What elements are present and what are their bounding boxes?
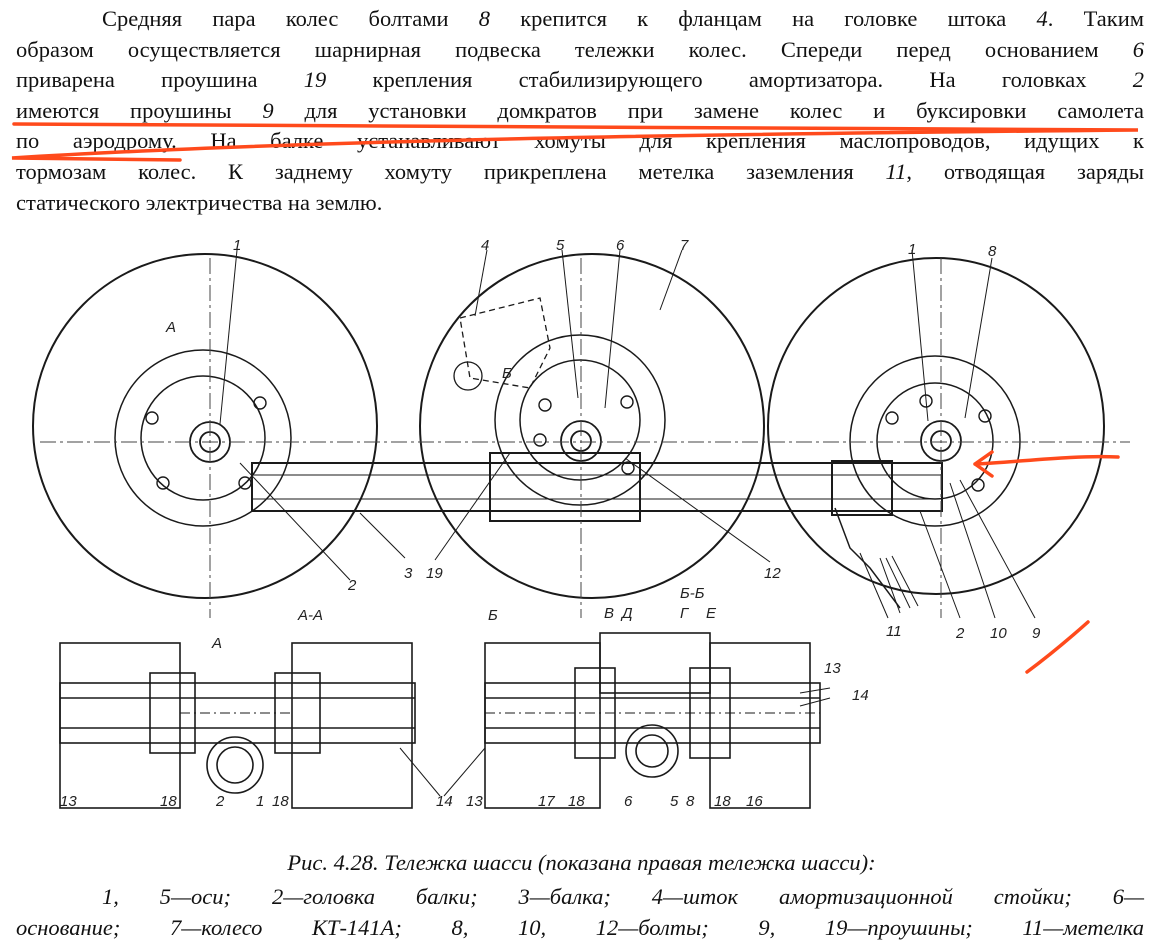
label-1-left: 1 — [233, 237, 242, 254]
label-18-mid: 18 — [568, 793, 585, 810]
section-arrow-a-top: А — [166, 319, 177, 336]
label-13-left: 13 — [60, 793, 77, 810]
wheel-middle — [420, 254, 764, 598]
section-arrow-b-top: Б — [502, 365, 512, 382]
caption-line-2: основание; 7—колесо КТ-141А; 8, 10, 12—болты; 9, 19—проушины; 11—метелка — [16, 914, 1144, 940]
label-1-bottom: 1 — [256, 793, 265, 810]
figure-caption-body — [16, 882, 1144, 943]
label-3: 3 — [404, 565, 413, 582]
paragraph-line-5: по аэродрому. На балке устанавливают хомуты для крепления маслопроводов, идущих к — [16, 128, 1144, 154]
chassis-bogie-figure — [30, 228, 1140, 826]
section-arrow-a: А — [212, 635, 223, 652]
label-13-right: 13 — [824, 660, 841, 677]
label-2-bottom: 2 — [216, 793, 225, 810]
label-2-left: 2 — [348, 577, 357, 594]
label-8-bottom: 8 — [686, 793, 695, 810]
section-label-g: Г — [680, 605, 689, 622]
label-14-right: 14 — [852, 687, 869, 704]
label-4: 4 — [481, 237, 490, 254]
label-11: 11 — [886, 623, 902, 640]
paragraph-line-6: тормозам колес. К заднему хомуту прикреплена метелка заземления 11, отводящая заряды — [16, 158, 1144, 184]
label-14-left: 14 — [436, 793, 453, 810]
label-9: 9 — [1032, 625, 1041, 642]
label-6: 6 — [616, 237, 625, 254]
label-8: 8 — [988, 243, 997, 260]
section-label-e: Е — [706, 605, 717, 622]
figure-caption-title: Рис. 4.28. Тележка шасси (показана правая тележка шасси): — [287, 850, 876, 875]
paragraph-line-3: приварена проушина 19 крепления стабилизирующего амортизатора. На головках 2 — [16, 67, 1144, 93]
section-label-d: Д — [622, 605, 633, 622]
paragraph-line-7: статического электричества на землю. — [16, 189, 383, 215]
label-18-left-2: 18 — [272, 793, 289, 810]
label-19: 19 — [426, 565, 443, 582]
label-13-mid: 13 — [466, 793, 483, 810]
label-2-right: 2 — [956, 625, 965, 642]
body-paragraph — [16, 4, 1144, 218]
label-17: 17 — [538, 793, 555, 810]
label-5-bottom: 5 — [670, 793, 679, 810]
label-5: 5 — [556, 237, 565, 254]
paragraph-line-2: образом осуществляется шарнирная подвеска тележки колес. Спереди перед основанием 6 — [16, 36, 1144, 62]
section-arrow-b: Б — [488, 607, 498, 624]
section-bb-title: Б-Б — [680, 585, 705, 602]
label-18-right: 18 — [714, 793, 731, 810]
label-7: 7 — [680, 237, 689, 254]
label-6-bottom: 6 — [624, 793, 633, 810]
label-18-left: 18 — [160, 793, 177, 810]
label-1-right: 1 — [908, 241, 917, 258]
label-16: 16 — [746, 793, 763, 810]
label-10: 10 — [990, 625, 1007, 642]
section-aa-title: А-А — [298, 607, 324, 624]
paragraph-line-4: имеются проушины 9 для установки домкратов при замене колес и буксировки самолета — [16, 97, 1144, 123]
paragraph-line-1: Средняя пара колес болтами 8 крепится к фланцам на головке штока 4. Таким — [102, 6, 1144, 31]
caption-line-1: 1, 5—оси; 2—головка балки; 3—балка; 4—шток амортизационной стойки; 6— — [102, 884, 1144, 909]
wheel-left — [33, 254, 377, 598]
section-label-v: В — [604, 605, 615, 622]
wheel-right — [768, 258, 1104, 594]
label-12: 12 — [764, 565, 781, 582]
